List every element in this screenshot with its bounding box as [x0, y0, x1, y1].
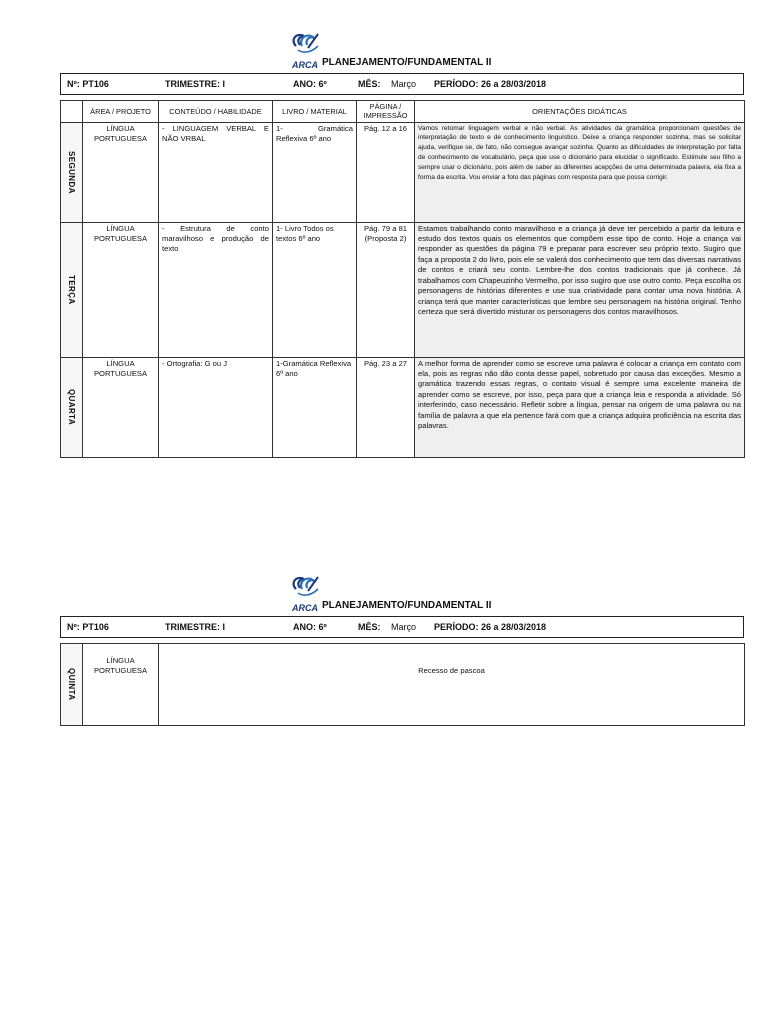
book-column-header: LIVRO / MATERIAL	[273, 101, 357, 123]
month-value: Março	[391, 79, 417, 89]
planning-section-2	[60, 573, 744, 726]
arca-logo	[288, 30, 322, 70]
planning-table	[60, 643, 745, 726]
info-bar	[60, 616, 744, 638]
day-label: SEGUNDA	[67, 150, 77, 194]
day-column-header	[61, 101, 83, 123]
guidance-cell: A melhor forma de aprender como se escreve uma palavra é colocar a criança em contato com ela, pois as regras não dão conta desse papel, sobretudo por causa das exceções. Mesmo a gramática trazendo essas regras, o contato visual é sempre uma excelente maneira de aprender como se escreve, por isso, peça para que a criança leia e responda a atividade. Só interferindo, caso necessário. Refletir sobre a língua, pensar na origem de uma palavra ou na família de palavra a que ela pertence fará com que a criança adquira proficiência na escrita das palavras.	[415, 357, 745, 457]
day-cell	[61, 644, 83, 726]
day-cell	[61, 222, 83, 357]
guidance-column-header: ORIENTAÇÕES DIDÁTICAS	[415, 101, 745, 123]
book-cell: 1-Gramática Reflexiva 6º ano	[273, 357, 357, 457]
arca-logo-icon	[288, 30, 322, 56]
page-column-header: PÁGINA / IMPRESSÃO	[357, 101, 415, 123]
trimester-field: TRIMESTRE: I	[165, 79, 225, 89]
book-cell: 1- Gramática Reflexiva 6º ano	[273, 122, 357, 222]
area-column-header: ÁREA / PROJETO	[83, 101, 159, 123]
number-value: PT106	[82, 622, 109, 632]
period-field: PERÍODO: 26 a 28/03/2018	[434, 622, 547, 632]
arca-logo	[288, 573, 322, 613]
number-label: Nº:	[67, 622, 80, 632]
day-cell	[61, 357, 83, 457]
page-cell: Pág. 12 a 16	[357, 122, 415, 222]
number-value: PT106	[82, 79, 109, 89]
day-cell	[61, 122, 83, 222]
month-value: Março	[391, 622, 417, 632]
day-label: QUARTA	[67, 388, 77, 426]
content-column-header: CONTEÚDO / HABILIDADE	[159, 101, 273, 123]
table-row	[61, 222, 745, 357]
page-cell: Pág. 23 a 27	[357, 357, 415, 457]
number-field	[67, 79, 109, 89]
page-title: PLANEJAMENTO/FUNDAMENTAL II	[322, 57, 492, 68]
table-row	[61, 644, 745, 726]
guidance-cell: Vamos retomar linguagem verbal e não verbal. As atividades da gramática proporcionam questões de interpretação de texto e de conhecimento linguístico. Deixe a criança responder sozinha, mas se solicitar ajuda, verifique se, de fato, não consegue avançar sozinha. Quanto as dificuldades de interpretação por falta de conhecimento de vocabulário, peça que use o dicionário para elucidar o significado. Estimule seu filho a sempre usar o dicionário, pois além de saber as diferentes acepções de uma determinada palavra, ela fixa a forma da escrita. Vou enviar a foto das páginas com resposta para que possa corrigir.	[415, 122, 745, 222]
month-label: MÊS:	[358, 79, 381, 89]
logo-text: ARCA	[292, 60, 318, 70]
page-header	[60, 573, 744, 613]
arca-logo-icon	[288, 573, 322, 599]
year-field: ANO: 6º	[293, 79, 327, 89]
info-bar	[60, 73, 744, 95]
area-cell: LÍNGUA PORTUGUESA	[83, 644, 159, 726]
content-cell: - Estrutura de conto maravilhoso e produção de texto	[159, 222, 273, 357]
content-cell: - Ortografia: G ou J	[159, 357, 273, 457]
planning-table	[60, 100, 745, 458]
day-label: TERÇA	[67, 274, 77, 305]
year-field: ANO: 6º	[293, 622, 327, 632]
book-cell: 1- Livro Todos os textos 6º ano	[273, 222, 357, 357]
area-cell: LÍNGUA PORTUGUESA	[83, 357, 159, 457]
day-label: QUINTA	[67, 668, 77, 701]
table-header-row	[61, 101, 745, 123]
content-cell: - LINGUAGEM VERBAL E NÃO VRBAL	[159, 122, 273, 222]
planning-section-1	[60, 30, 744, 458]
number-label: Nº:	[67, 79, 80, 89]
month-label: MÊS:	[358, 622, 381, 632]
area-cell: LÍNGUA PORTUGUESA	[83, 222, 159, 357]
table-row	[61, 122, 745, 222]
guidance-cell: Estamos trabalhando conto maravilhoso e a criança já deve ter percebido a partir da leitura e estudo dos textos quais os elementos que compõem esse tipo de conto. Hoje a criança vai responder as questões da página 79 e preparar para escrever seu próprio texto. Sugiro que faça a proposta 2 do livro, pois ele se valerá dos conhecimento que tem das diversas narrativas de contos e criará seu conto. Lembre-lhe dos contos tradicionais que já conhece. Já trabalhamos com Chapeuzinho Vermelho, por isso sugiro que use outro conto. Peça escolha os personagens de histórias diferentes e use sua criatividade para contar uma nova história. A criança terá que manter características que lembre seu personagem na história original. Tenho certeza que será divertido misturar os personagens dos contos maravilhosos.	[415, 222, 745, 357]
holiday-note: Recesso de pascoa	[159, 644, 745, 726]
logo-text: ARCA	[292, 603, 318, 613]
page-header	[60, 30, 744, 70]
trimester-field: TRIMESTRE: I	[165, 622, 225, 632]
area-cell: LÍNGUA PORTUGUESA	[83, 122, 159, 222]
period-field: PERÍODO: 26 a 28/03/2018	[434, 79, 547, 89]
number-field	[67, 622, 109, 632]
page-cell: Pág. 79 a 81 (Proposta 2)	[357, 222, 415, 357]
page-title: PLANEJAMENTO/FUNDAMENTAL II	[322, 600, 492, 611]
table-row	[61, 357, 745, 457]
